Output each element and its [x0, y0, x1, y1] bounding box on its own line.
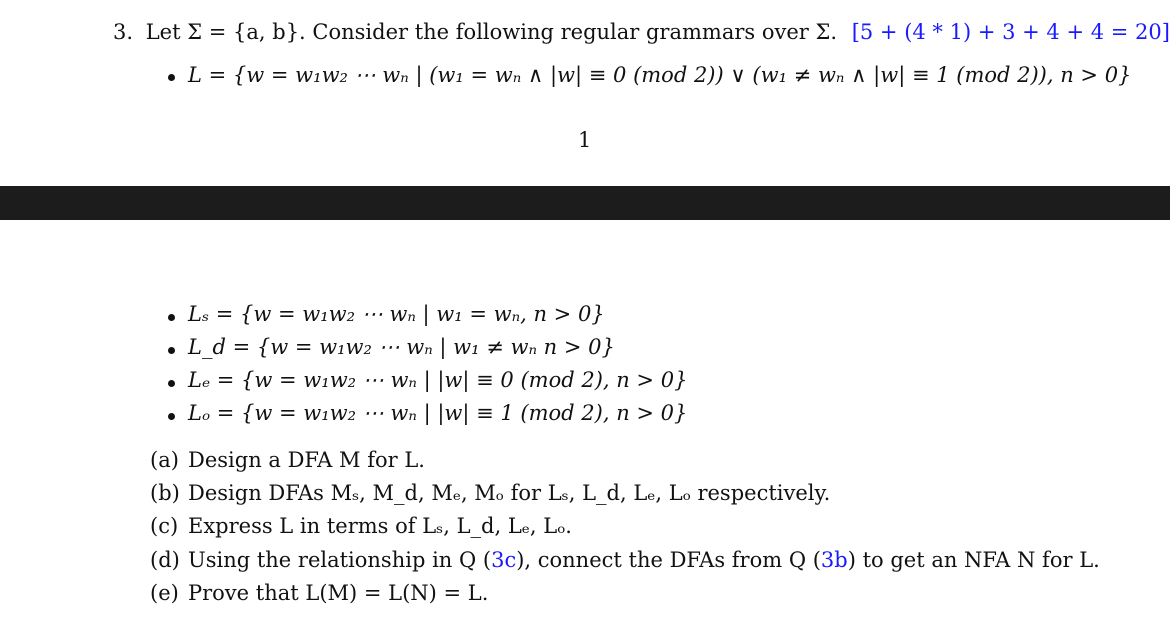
part-label: (d) [150, 548, 180, 572]
question-header [113, 20, 1170, 44]
part-label: (e) [150, 581, 179, 605]
part-label: (b) [150, 481, 180, 505]
part-b [150, 481, 830, 505]
part-text: Prove that L(M) = L(N) = L. [188, 581, 489, 605]
bullet [168, 347, 175, 354]
language-Lo-definition: Lₒ = {w = w₁w₂ ⋯ wₙ | |w| ≡ 1 (mod 2), n > 0} [188, 401, 688, 425]
points-breakdown: [5 + (4 * 1) + 3 + 4 + 4 = 20] [851, 20, 1170, 44]
page-number: 1 [578, 128, 592, 152]
language-L-definition: L = {w = w₁w₂ ⋯ wₙ | (w₁ = wₙ ∧ |w| ≡ 0 (mod 2)) ∨ (w₁ ≠ wₙ ∧ |w| ≡ 1 (mod 2)), n > 0} [188, 63, 1132, 87]
language-Ls-definition: Lₛ = {w = w₁w₂ ⋯ wₙ | w₁ = wₙ, n > 0} [188, 302, 605, 326]
bullet [168, 413, 175, 420]
part-label: (a) [150, 448, 179, 472]
ref-link-3b[interactable]: 3b [820, 548, 848, 572]
bullet [168, 314, 175, 321]
part-a [150, 448, 425, 472]
language-Ld-definition: L_d = {w = w₁w₂ ⋯ wₙ | w₁ ≠ wₙ n > 0} [188, 335, 615, 359]
part-c [150, 514, 572, 538]
bullet [168, 380, 175, 387]
part-text: Design DFAs Mₛ, M_d, Mₑ, Mₒ for Lₛ, L_d, Lₑ, Lₒ respectively. [188, 481, 831, 505]
part-text: Express L in terms of Lₛ, L_d, Lₑ, Lₒ. [188, 514, 572, 538]
part-label: (c) [150, 514, 179, 538]
language-Le-definition: Lₑ = {w = w₁w₂ ⋯ wₙ | |w| ≡ 0 (mod 2), n > 0} [188, 368, 688, 392]
part-d [150, 548, 1100, 572]
part-text-before: Using the relationship in Q ( [188, 548, 492, 572]
page-break-band [0, 186, 1170, 220]
part-text-mid: ), connect the DFAs from Q ( [516, 548, 821, 572]
part-text-after: ) to get an NFA N for L. [847, 548, 1100, 572]
part-e [150, 581, 488, 605]
part-text: Design a DFA M for L. [188, 448, 425, 472]
question-intro: Let Σ = {a, b}. Consider the following regular grammars over Σ. [145, 20, 838, 44]
question-number: 3. [113, 20, 134, 44]
bullet [168, 74, 175, 81]
ref-link-3c[interactable]: 3c [491, 548, 517, 572]
